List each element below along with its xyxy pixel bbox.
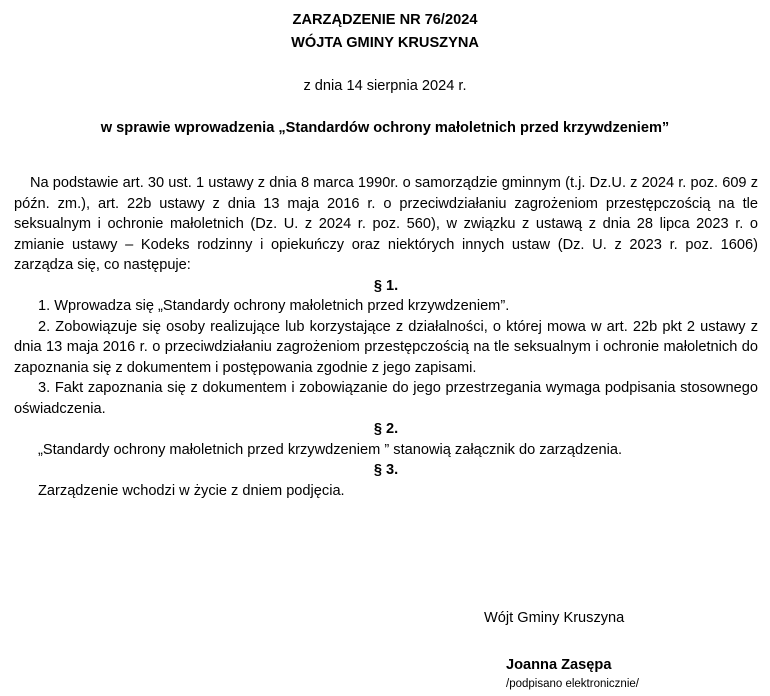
section-3-mark: § 3. xyxy=(373,462,399,478)
document-title: ZARZĄDZENIE NR 76/2024 xyxy=(292,12,478,28)
document-date: z dnia 14 sierpnia 2024 r. xyxy=(303,78,467,94)
section-3-text: Zarządzenie wchodzi w życie z dniem podjęcia. xyxy=(38,482,345,499)
section-2-text: „Standardy ochrony małoletnich przed krzywdzeniem ” stanowią załącznik do zarządzenia. xyxy=(38,441,623,458)
section-1-item-3: 3. Fakt zapoznania się z dokumentem i zobowiązanie do jego przestrzegania wymaga podpisania stosownego oświadczenia. xyxy=(14,380,758,417)
section-2-mark: § 2. xyxy=(373,421,399,437)
document-body xyxy=(14,173,758,501)
preamble-paragraph: Na podstawie art. 30 ust. 1 ustawy z dnia 8 marca 1990r. o samorządzie gminnym (t.j. Dz.U. z 2024 r. poz. 609 z późn. zm.), art. 22b ustawy z dnia 13 maja 2016 r. o przeciwdziałaniu zagrożeniom przestępczością na tle seksualnym i ochronie małoletnich (Dz. U. z 2024 r. poz. 560), w związku z ustawą z dnia 28 lipca 2023 r. o zmianie ustawy – Kodeks rodzinny i opiekuńczy oraz niektórych innych ustaw (Dz. U. z 2023 r. poz. 1606) zarządza się, co następuje: xyxy=(14,175,758,273)
signature-office: Wójt Gminy Kruszyna xyxy=(484,610,625,626)
signature-note: /podpisano elektronicznie/ xyxy=(506,678,639,690)
section-1-item-2: 2. Zobowiązuje się osoby realizujące lub korzystające z działalności, o której mowa w art. 22b pkt 2 ustawy z dnia 13 maja 2016 r. o przeciwdziałaniu zagrożeniom przestępczością na tle seksualnym i ochronie małoletnich do zapoznania się z dokumentem i postępowania zgodnie z jego zapisami. xyxy=(14,318,758,376)
document-subject: w sprawie wprowadzenia „Standardów ochrony małoletnich przed krzywdzeniem” xyxy=(100,120,670,136)
section-1-item-1: 1. Wprowadza się „Standardy ochrony małoletnich przed krzywdzeniem”. xyxy=(38,298,510,314)
section-1-mark: § 1. xyxy=(373,277,399,294)
document-issuer: WÓJTA GMINY KRUSZYNA xyxy=(291,35,479,51)
signature-name: Joanna Zasępa xyxy=(506,657,612,673)
